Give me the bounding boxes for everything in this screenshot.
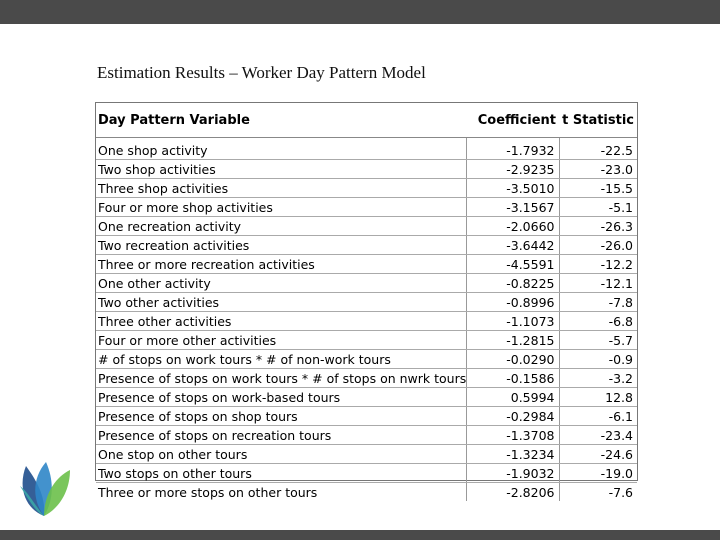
cell-t-statistic: -26.0 [559,236,637,255]
table-row [96,369,637,388]
cell-variable: Three other activities [96,312,466,331]
cell-variable: Presence of stops on work tours * # of stops on nwrk tours [98,370,466,386]
table-row [96,198,637,217]
cell-t-statistic: -22.5 [559,141,637,160]
cell-coefficient: -2.0660 [466,217,559,236]
cell-t-statistic: -15.5 [559,179,637,198]
cell-variable: Two shop activities [96,160,466,179]
cell-t-statistic: -23.0 [559,160,637,179]
cell-t-statistic: -5.1 [559,198,637,217]
table-row [96,160,637,179]
cell-variable: Two other activities [96,293,466,312]
table-row [96,426,637,445]
cell-t-statistic: -12.2 [559,255,637,274]
cell-t-statistic: -6.8 [559,312,637,331]
cell-coefficient: -3.6442 [466,236,559,255]
cell-coefficient: -0.0290 [466,350,559,369]
cell-coefficient: -3.1567 [466,198,559,217]
cell-t-statistic: -7.8 [559,293,637,312]
table-row [96,141,637,160]
bottom-bar [0,530,720,540]
cell-variable: Three or more stops on other tours [98,484,318,500]
header-t-statistic: t Statistic [559,103,637,138]
table-row [96,464,637,483]
cell-coefficient: -0.8225 [466,274,559,293]
cell-variable: Four or more other activities [96,331,466,350]
table-row [96,331,637,350]
cell-coefficient: 0.5994 [466,388,559,407]
table-row [96,312,637,331]
table-row [96,274,637,293]
cell-t-statistic: -5.7 [559,331,637,350]
cell-coefficient: -1.7932 [466,141,559,160]
cell-t-statistic: -19.0 [559,464,637,483]
cell-coefficient: -1.9032 [466,464,559,483]
cell-coefficient: -1.1073 [466,312,559,331]
cell-variable: One shop activity [96,141,466,160]
cell-coefficient: -1.3708 [466,426,559,445]
table-row [96,293,637,312]
cell-variable: One other activity [96,274,466,293]
cell-variable: One stop on other tours [96,445,466,464]
table-row [96,217,637,236]
page-title: Estimation Results – Worker Day Pattern Model [97,63,426,82]
cell-t-statistic: -0.9 [559,350,637,369]
cell-t-statistic: -6.1 [559,407,637,426]
leaf-logo-icon [14,456,74,520]
table-row [96,179,637,198]
cell-variable: Two recreation activities [96,236,466,255]
cell-t-statistic: -7.6 [559,483,637,502]
table-row [96,350,637,369]
cell-coefficient: -2.9235 [466,160,559,179]
header-coefficient: Coefficient [466,103,559,138]
cell-variable: Four or more shop activities [96,198,466,217]
top-bar [0,0,720,24]
cell-coefficient: -1.2815 [466,331,559,350]
cell-variable: # of stops on work tours * # of non-work tours [96,350,466,369]
cell-coefficient: -1.3234 [466,445,559,464]
header-variable: Day Pattern Variable [96,103,466,138]
cell-t-statistic: -3.2 [559,369,637,388]
cell-coefficient: -4.5591 [466,255,559,274]
cell-variable: Three or more recreation activities [96,255,466,274]
table-row [96,407,637,426]
cell-variable: Presence of stops on shop tours [96,407,466,426]
table-row [96,255,637,274]
cell-t-statistic: -23.4 [559,426,637,445]
cell-coefficient: -0.8996 [466,293,559,312]
cell-coefficient: -2.8206 [466,483,559,502]
cell-coefficient: -0.1586 [466,369,559,388]
cell-coefficient: -3.5010 [466,179,559,198]
cell-t-statistic: 12.8 [559,388,637,407]
cell-coefficient: -0.2984 [466,407,559,426]
cell-variable: Presence of stops on work-based tours [96,388,466,407]
table-row [96,236,637,255]
cell-t-statistic: -12.1 [559,274,637,293]
cell-variable: Three shop activities [96,179,466,198]
cell-variable: Two stops on other tours [96,464,466,483]
table-row [96,483,637,502]
results-table [95,102,638,500]
cell-variable: One recreation activity [96,217,466,236]
table-row [96,388,637,407]
cell-t-statistic: -24.6 [559,445,637,464]
cell-t-statistic: -26.3 [559,217,637,236]
table-row [96,445,637,464]
cell-variable: Presence of stops on recreation tours [96,426,466,445]
